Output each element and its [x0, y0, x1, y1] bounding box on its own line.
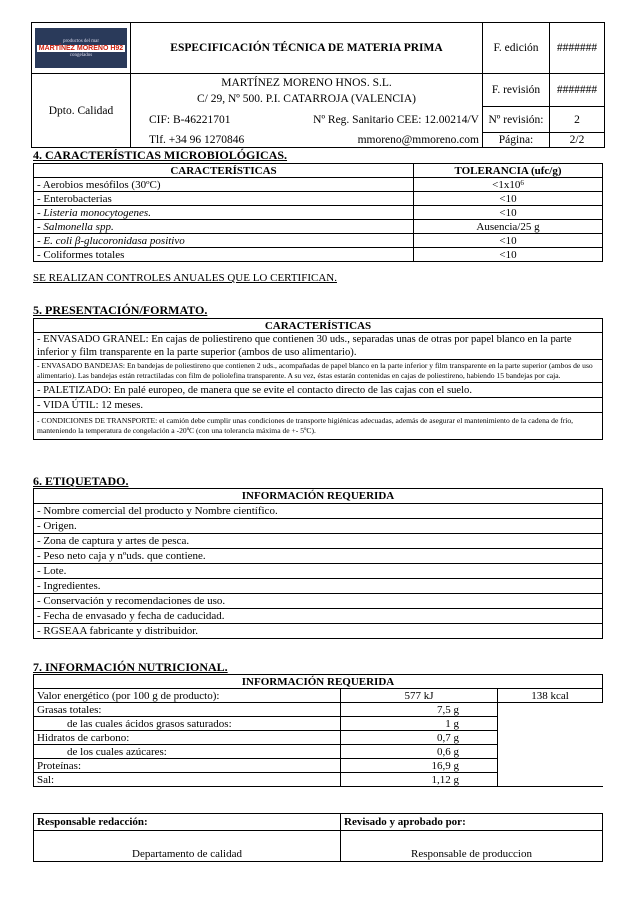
presentation-header: CARACTERÍSTICAS [34, 319, 603, 333]
labeling-item: - RGSEAA fabricante y distribuidor. [34, 624, 603, 639]
dept-cell: Dpto. Calidad [32, 74, 131, 148]
n-revision-value: 2 [550, 107, 605, 133]
company-reg: Nº Reg. Sanitario CEE: 12.00214/V [273, 107, 483, 133]
table-row [34, 333, 603, 360]
nutrient-name: Hidratos de carbono: [34, 731, 341, 745]
section7-title: 7. INFORMACIÓN NUTRICIONAL. [33, 660, 228, 674]
micro-name: - Enterobacterias [34, 192, 414, 206]
logo-bottom-text: congelados [69, 52, 93, 58]
microbiology-table [33, 163, 603, 262]
micro-name: - Salmonella spp. [34, 220, 414, 234]
table-row [34, 234, 603, 248]
energy-kcal: 138 kcal [498, 689, 603, 703]
f-revision-value: ####### [550, 74, 605, 107]
logo-brand-text: MARTÍNEZ MORENO H92 [38, 44, 124, 52]
table-row [34, 579, 603, 594]
labeling-item: - Ingredientes. [34, 579, 603, 594]
micro-name: - Coliformes totales [34, 248, 414, 262]
micro-value: <10 [414, 234, 603, 248]
table-row [34, 549, 603, 564]
presentation-table [33, 318, 603, 440]
labeling-item: - Origen. [34, 519, 603, 534]
section6-title: 6. ETIQUETADO. [33, 474, 129, 488]
micro-value: $<1x10^6$ [414, 178, 603, 192]
nutrient-name: Grasas totales: [34, 703, 341, 717]
table-row [34, 192, 603, 206]
labeling-item: - Zona de captura y artes de pesca. [34, 534, 603, 549]
nutrient-value: 0,6 g [341, 745, 498, 759]
signature-table [33, 813, 603, 862]
company-tel: Tlf. +34 96 1270846 [131, 133, 273, 148]
micro-value: <10 [414, 206, 603, 220]
labeling-item: - Lote. [34, 564, 603, 579]
energy-kj: 577 kJ [341, 689, 498, 703]
presentation-paletizado: - PALETIZADO: En palé europeo, de manera que se evite el contacto directo de las cajas con el suelo. [34, 383, 603, 398]
table-row [34, 504, 603, 519]
micro-col-tolerance: TOLERANCIA (ufc/g) [414, 164, 603, 178]
table-row [34, 178, 603, 192]
company-name: MARTÍNEZ MORENO HNOS. S.L. [131, 74, 483, 91]
table-row [34, 248, 603, 262]
labeling-header: INFORMACIÓN REQUERIDA [34, 489, 603, 504]
presentation-bandejas: - ENVASADO BANDEJAS: En bandejas de poliestireno que contienen 2 uds., acompañadas de papel blanco en la parte inferior y film transparente en la parte superior (ambos de uso alimentario). Las bandejas están retractiladas con film de poliolefina transparente. A su vez, éstas estarán contenidas en cajas de poliestireno, habiendo 15 bandejas por caja. [34, 360, 603, 383]
nutrient-value: 1 g [341, 717, 498, 731]
table-row [34, 609, 603, 624]
labeling-item: - Conservación y recomendaciones de uso. [34, 594, 603, 609]
micro-col-characteristics: CARACTERÍSTICAS [34, 164, 414, 178]
header-table [31, 22, 605, 148]
nutrition-header: INFORMACIÓN REQUERIDA [34, 675, 603, 689]
table-row [34, 220, 603, 234]
table-row [34, 717, 603, 731]
nutrient-value: 16,9 g [341, 759, 498, 773]
responsible-value: Departamento de calidad [34, 831, 341, 862]
table-row [34, 383, 603, 398]
approved-label: Revisado y aprobado por: [341, 814, 603, 831]
micro-value: Ausencia/25 g [414, 220, 603, 234]
table-row [34, 624, 603, 639]
company-logo [32, 23, 131, 74]
responsible-label: Responsable redacción: [34, 814, 341, 831]
presentation-transporte: - CONDICIONES DE TRANSPORTE: el camión debe cumplir unas condiciones de transporte higiénicas adecuadas, además de asegurar el mantenimiento de la cadena de frío, manteniendo la temperatura de congelación a -20ºC (con una tolerancia máxima de +- 5ºC). [34, 413, 603, 440]
table-row [34, 564, 603, 579]
micro-value: <10 [414, 192, 603, 206]
micro-name: - Listeria monocytogenes. [34, 206, 414, 220]
table-row [34, 759, 603, 773]
nutrient-value: 7,5 g [341, 703, 498, 717]
section5-title: 5. PRESENTACIÓN/FORMATO. [33, 303, 208, 317]
micro-note: SE REALIZAN CONTROLES ANUALES QUE LO CERTIFICAN. [33, 272, 337, 284]
nutrient-name: Proteínas: [34, 759, 341, 773]
table-row [34, 413, 603, 440]
table-row [34, 703, 603, 717]
table-row [34, 360, 603, 383]
f-edicion-value: ####### [550, 23, 605, 74]
pagina-label: Página: [483, 133, 550, 148]
nutrient-value: 1,12 g [341, 773, 498, 787]
table-row [34, 398, 603, 413]
table-row [34, 773, 603, 787]
micro-name: - Aerobios mesófilos (30ºC) [34, 178, 414, 192]
exponent: 6 [520, 178, 524, 187]
labeling-table [33, 488, 603, 639]
logo-top-text: productos del mar [62, 38, 100, 44]
table-row [34, 745, 603, 759]
table-row [34, 206, 603, 220]
table-row [34, 731, 603, 745]
presentation-vida-util: - VIDA ÚTIL: 12 meses. [34, 398, 603, 413]
nutrient-name: de los cuales azúcares: [34, 745, 341, 759]
energy-label: Valor energético (por 100 g de producto): [34, 689, 341, 703]
labeling-item: - Fecha de envasado y fecha de caducidad. [34, 609, 603, 624]
labeling-item: - Peso neto caja y nºuds. que contiene. [34, 549, 603, 564]
company-address: C/ 29, Nº 500. P.I. CATARROJA (VALENCIA) [131, 91, 483, 107]
micro-value: <10 [414, 248, 603, 262]
f-revision-label: F. revisión [483, 74, 550, 107]
section4-title: 4. CARACTERÍSTICAS MICROBIOLÓGICAS. [33, 148, 288, 162]
presentation-granel: - ENVASADO GRANEL: En cajas de poliestireno que contienen 30 uds., separadas unas de otras por papel blanco en la parte inferior y film transparente en la parte superior (ambos de uso alimentario). [34, 333, 603, 360]
micro-name: - E. coli β-glucoronidasa positivo [34, 234, 414, 248]
company-cif: CIF: B-46221701 [131, 107, 273, 133]
document-title: ESPECIFICACIÓN TÉCNICA DE MATERIA PRIMA [131, 23, 483, 74]
labeling-item: - Nombre comercial del producto y Nombre científico. [34, 504, 603, 519]
table-row [34, 594, 603, 609]
table-row [34, 534, 603, 549]
nutrient-name: de las cuales ácidos grasos saturados: [34, 717, 341, 731]
company-email: mmoreno@mmoreno.com [273, 133, 483, 148]
n-revision-label: Nº revisión: [483, 107, 550, 133]
f-edicion-label: F. edición [483, 23, 550, 74]
approved-value: Responsable de produccion [341, 831, 603, 862]
nutrition-table [33, 674, 603, 787]
pagina-value: 2/2 [550, 133, 605, 148]
table-row [34, 689, 603, 703]
table-row [34, 519, 603, 534]
nutrient-value: 0,7 g [341, 731, 498, 745]
nutrient-name: Sal: [34, 773, 341, 787]
